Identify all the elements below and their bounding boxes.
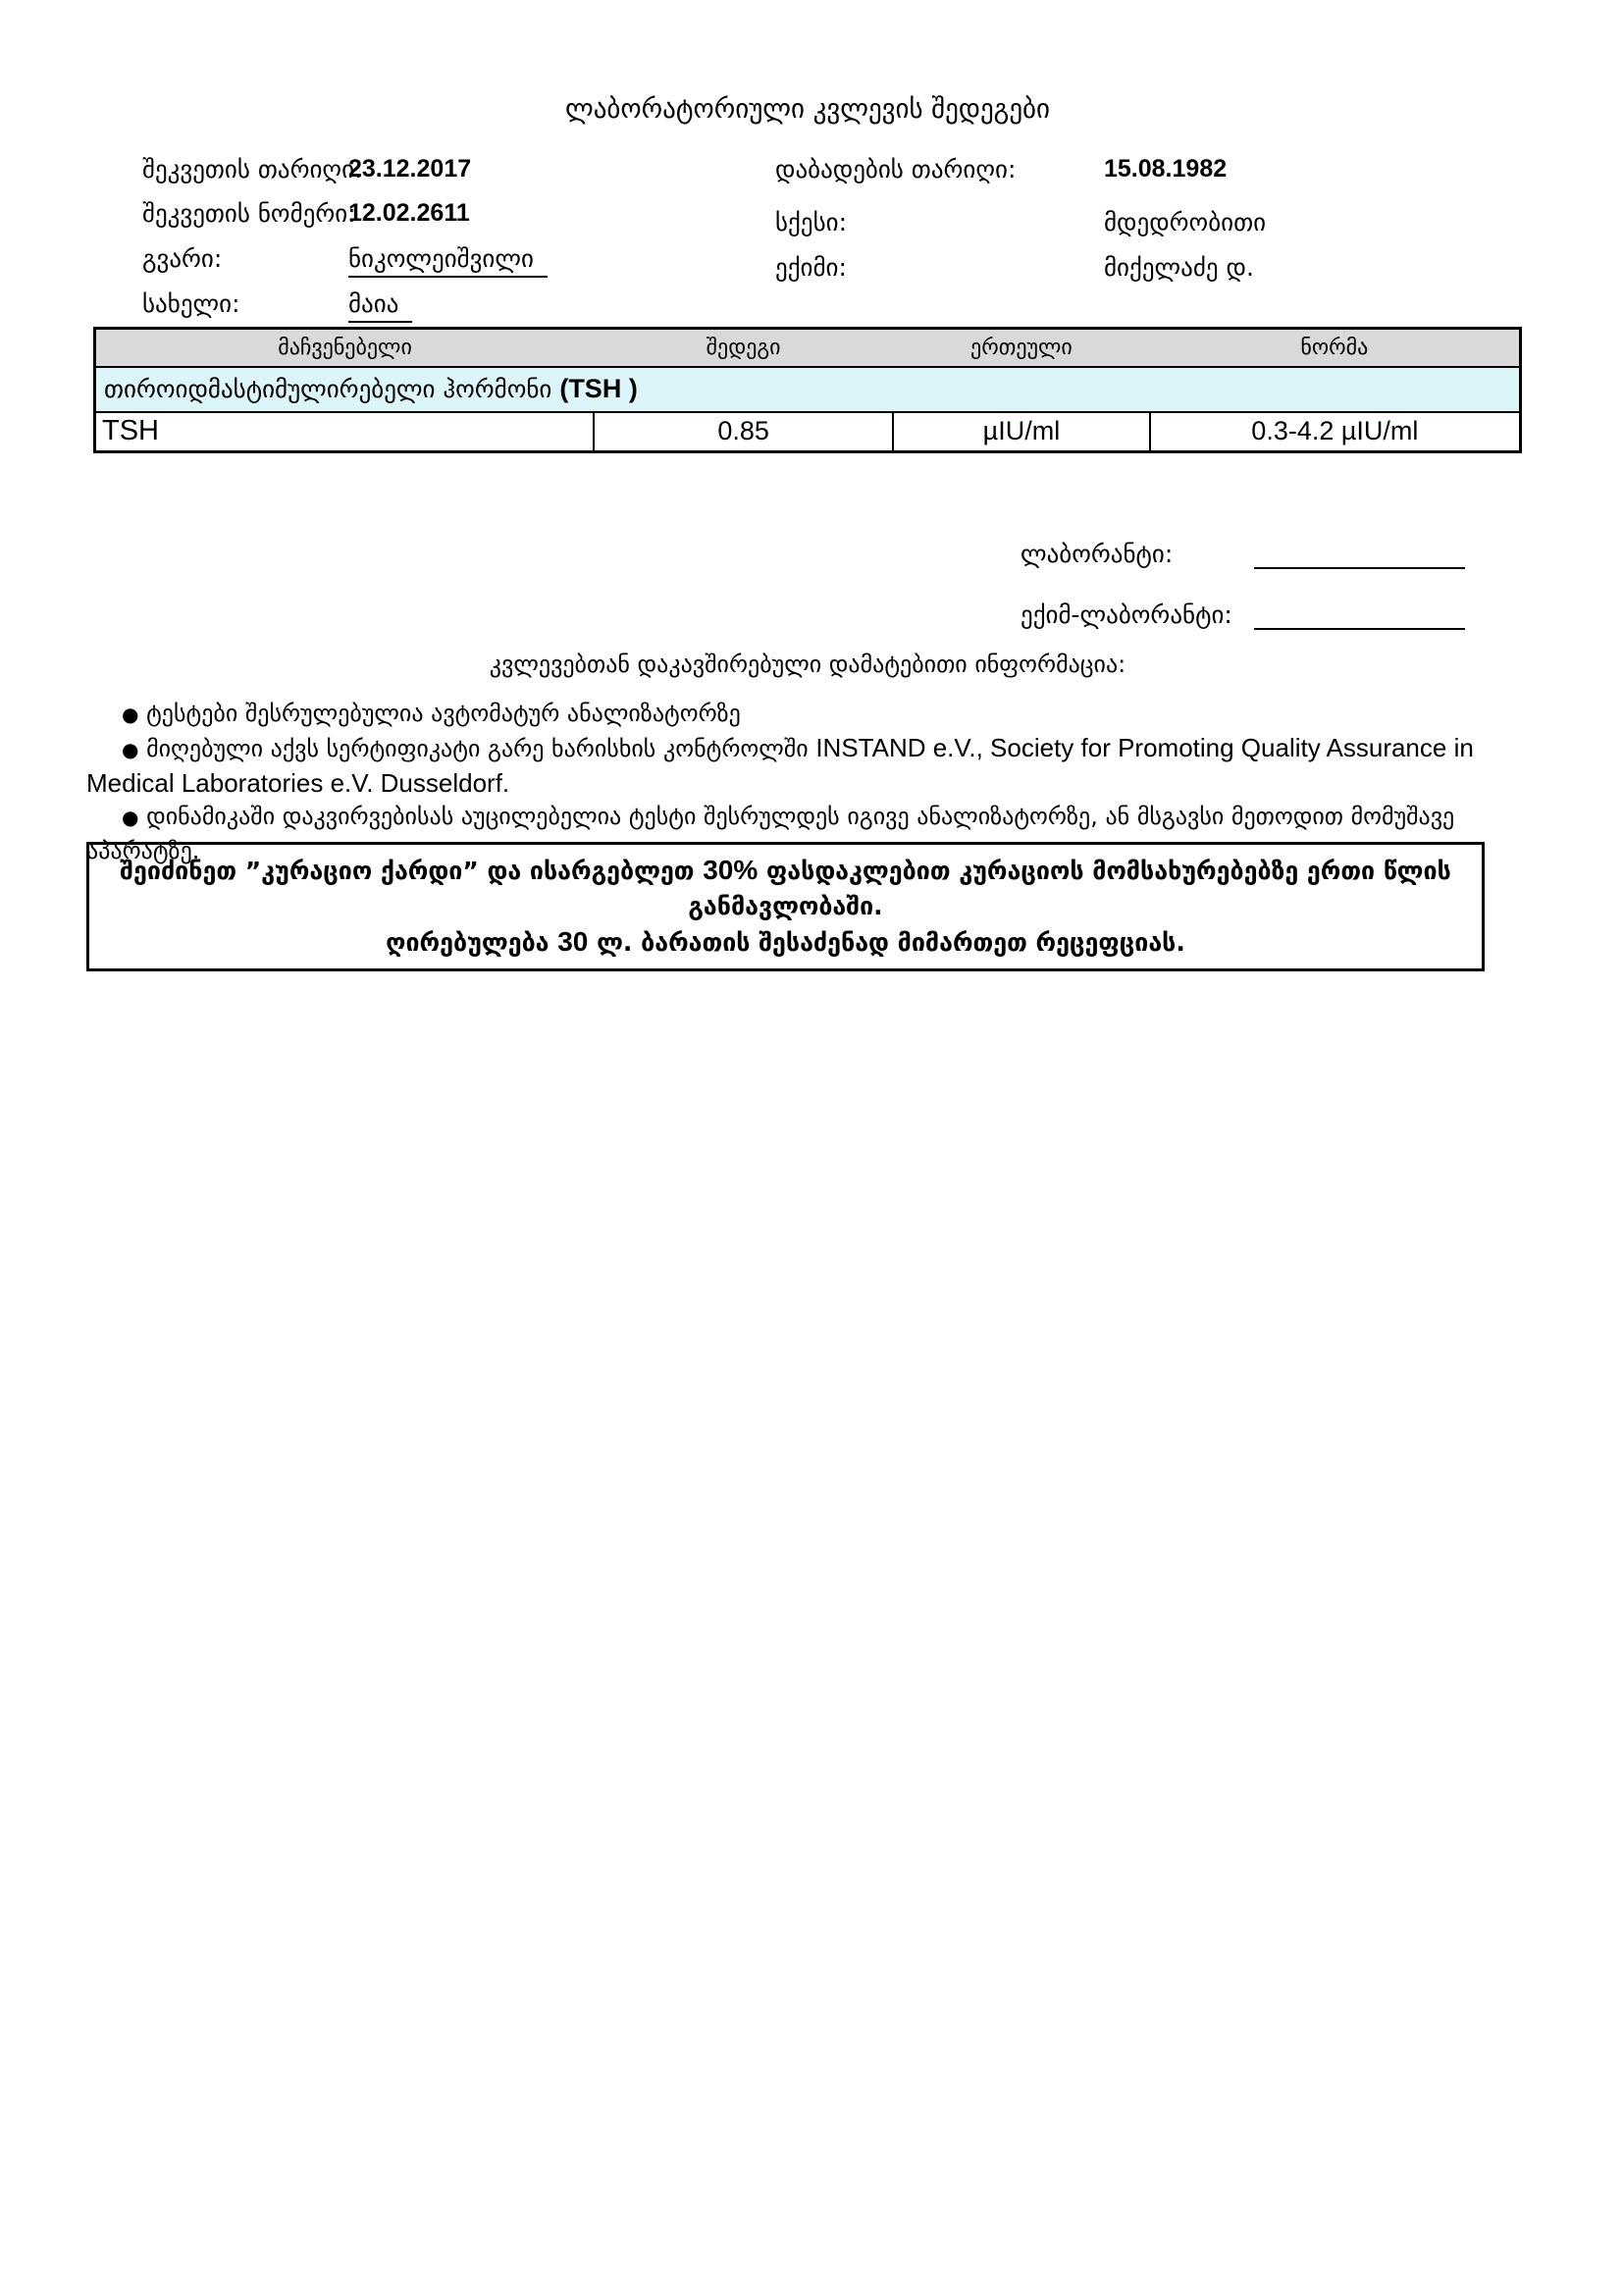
promo-box (86, 842, 1485, 971)
promo-line1-cont: ფასდაკლებით კურაციოს მომსახურებებზე ერთი წლის განმავლობაში. (688, 857, 1451, 920)
birth-date-label: დაბადების თარიღი: (775, 155, 1017, 183)
bullet-icon: ● (122, 806, 139, 829)
lab-technician-label: ლაბორანტი: (1021, 540, 1174, 568)
bullet-text-latin: INSTAND e.V., Society for Promoting Quality Assurance in (815, 733, 1474, 762)
promo-discount: 30% (703, 855, 759, 885)
promo-price: 30 (557, 926, 589, 957)
order-number-label: შეკვეთის ნომერი: (142, 199, 356, 228)
promo-line2-cont: ლ. ბარათის შესაძენად მიმართეთ რეცეფციას. (588, 928, 1185, 957)
result-value: 0.85 (594, 412, 893, 452)
name-label: სახელი: (142, 289, 240, 318)
doctor-lab-technician-label: ექიმ-ლაბორანტი: (1021, 600, 1232, 629)
bullet-text-latin: Medical Laboratories e.V. Dusseldorf. (86, 768, 510, 798)
name-value: მაია (348, 289, 412, 323)
doctor-label: ექიმი: (775, 253, 847, 282)
promo-line2: ღირებულება (386, 928, 558, 957)
result-row (95, 412, 1521, 452)
promo-line1: შეიძინეთ ”კურაციო ქარდი” და ისარგებლეთ (120, 857, 704, 885)
bullet-item-certificate (86, 731, 1507, 801)
order-date-value: 23.12.2017 (348, 155, 472, 183)
column-header-unit: ერთეული (893, 329, 1150, 367)
section-row (95, 367, 1521, 412)
doctor-value: მიქელაძე დ. (1104, 253, 1254, 282)
column-header-norm: ნორმა (1150, 329, 1521, 367)
result-indicator: TSH (102, 415, 159, 447)
bullet-icon: ● (122, 703, 139, 726)
page-title: ლაბორატორიული კვლევის შედეგები (564, 94, 1050, 125)
section-name: თიროიდმასტიმულირებელი ჰორმონი (104, 375, 560, 403)
bullet-icon: ● (122, 738, 139, 761)
column-header-indicator: მაჩვენებელი (95, 329, 595, 367)
bullet-item-analyzer (86, 697, 1507, 731)
birth-date-value: 15.08.1982 (1104, 155, 1228, 183)
result-unit: µIU/ml (893, 412, 1150, 452)
bullet-text: ტესტები შესრულებულია ავტომატურ ანალიზატორზე (146, 700, 741, 727)
surname-label: გვარი: (142, 244, 223, 273)
table-header-row (95, 329, 1521, 367)
results-table (93, 327, 1522, 453)
section-code: (TSH ) (559, 374, 638, 403)
order-date-label: შეკვეთის თარიღი: (142, 155, 363, 183)
sex-value: მდედრობითი (1104, 208, 1267, 236)
info-heading: კვლევებთან დაკავშირებული დამატებითი ინფორმაცია: (489, 651, 1126, 678)
column-header-result: შედეგი (594, 329, 893, 367)
result-norm: 0.3-4.2 µIU/ml (1150, 412, 1521, 452)
sex-label: სქესი: (775, 208, 847, 236)
surname-value: ნიკოლეიშვილი (348, 244, 548, 278)
bullet-text: დინამიკაში დაკვირვებისას აუცილებელია ტესტი შესრულდეს იგივე ანალიზატორზე, ან მსგავსი მეთოდით მომუშავე აპარატზე. (86, 803, 1455, 864)
doctor-lab-technician-signature-line (1254, 628, 1465, 630)
order-number-value: 12.02.2611 (348, 199, 470, 227)
bullet-text: მიღებული აქვს სერტიფიკატი გარე ხარისხის კონტროლში (146, 735, 816, 762)
lab-technician-signature-line (1254, 567, 1465, 569)
